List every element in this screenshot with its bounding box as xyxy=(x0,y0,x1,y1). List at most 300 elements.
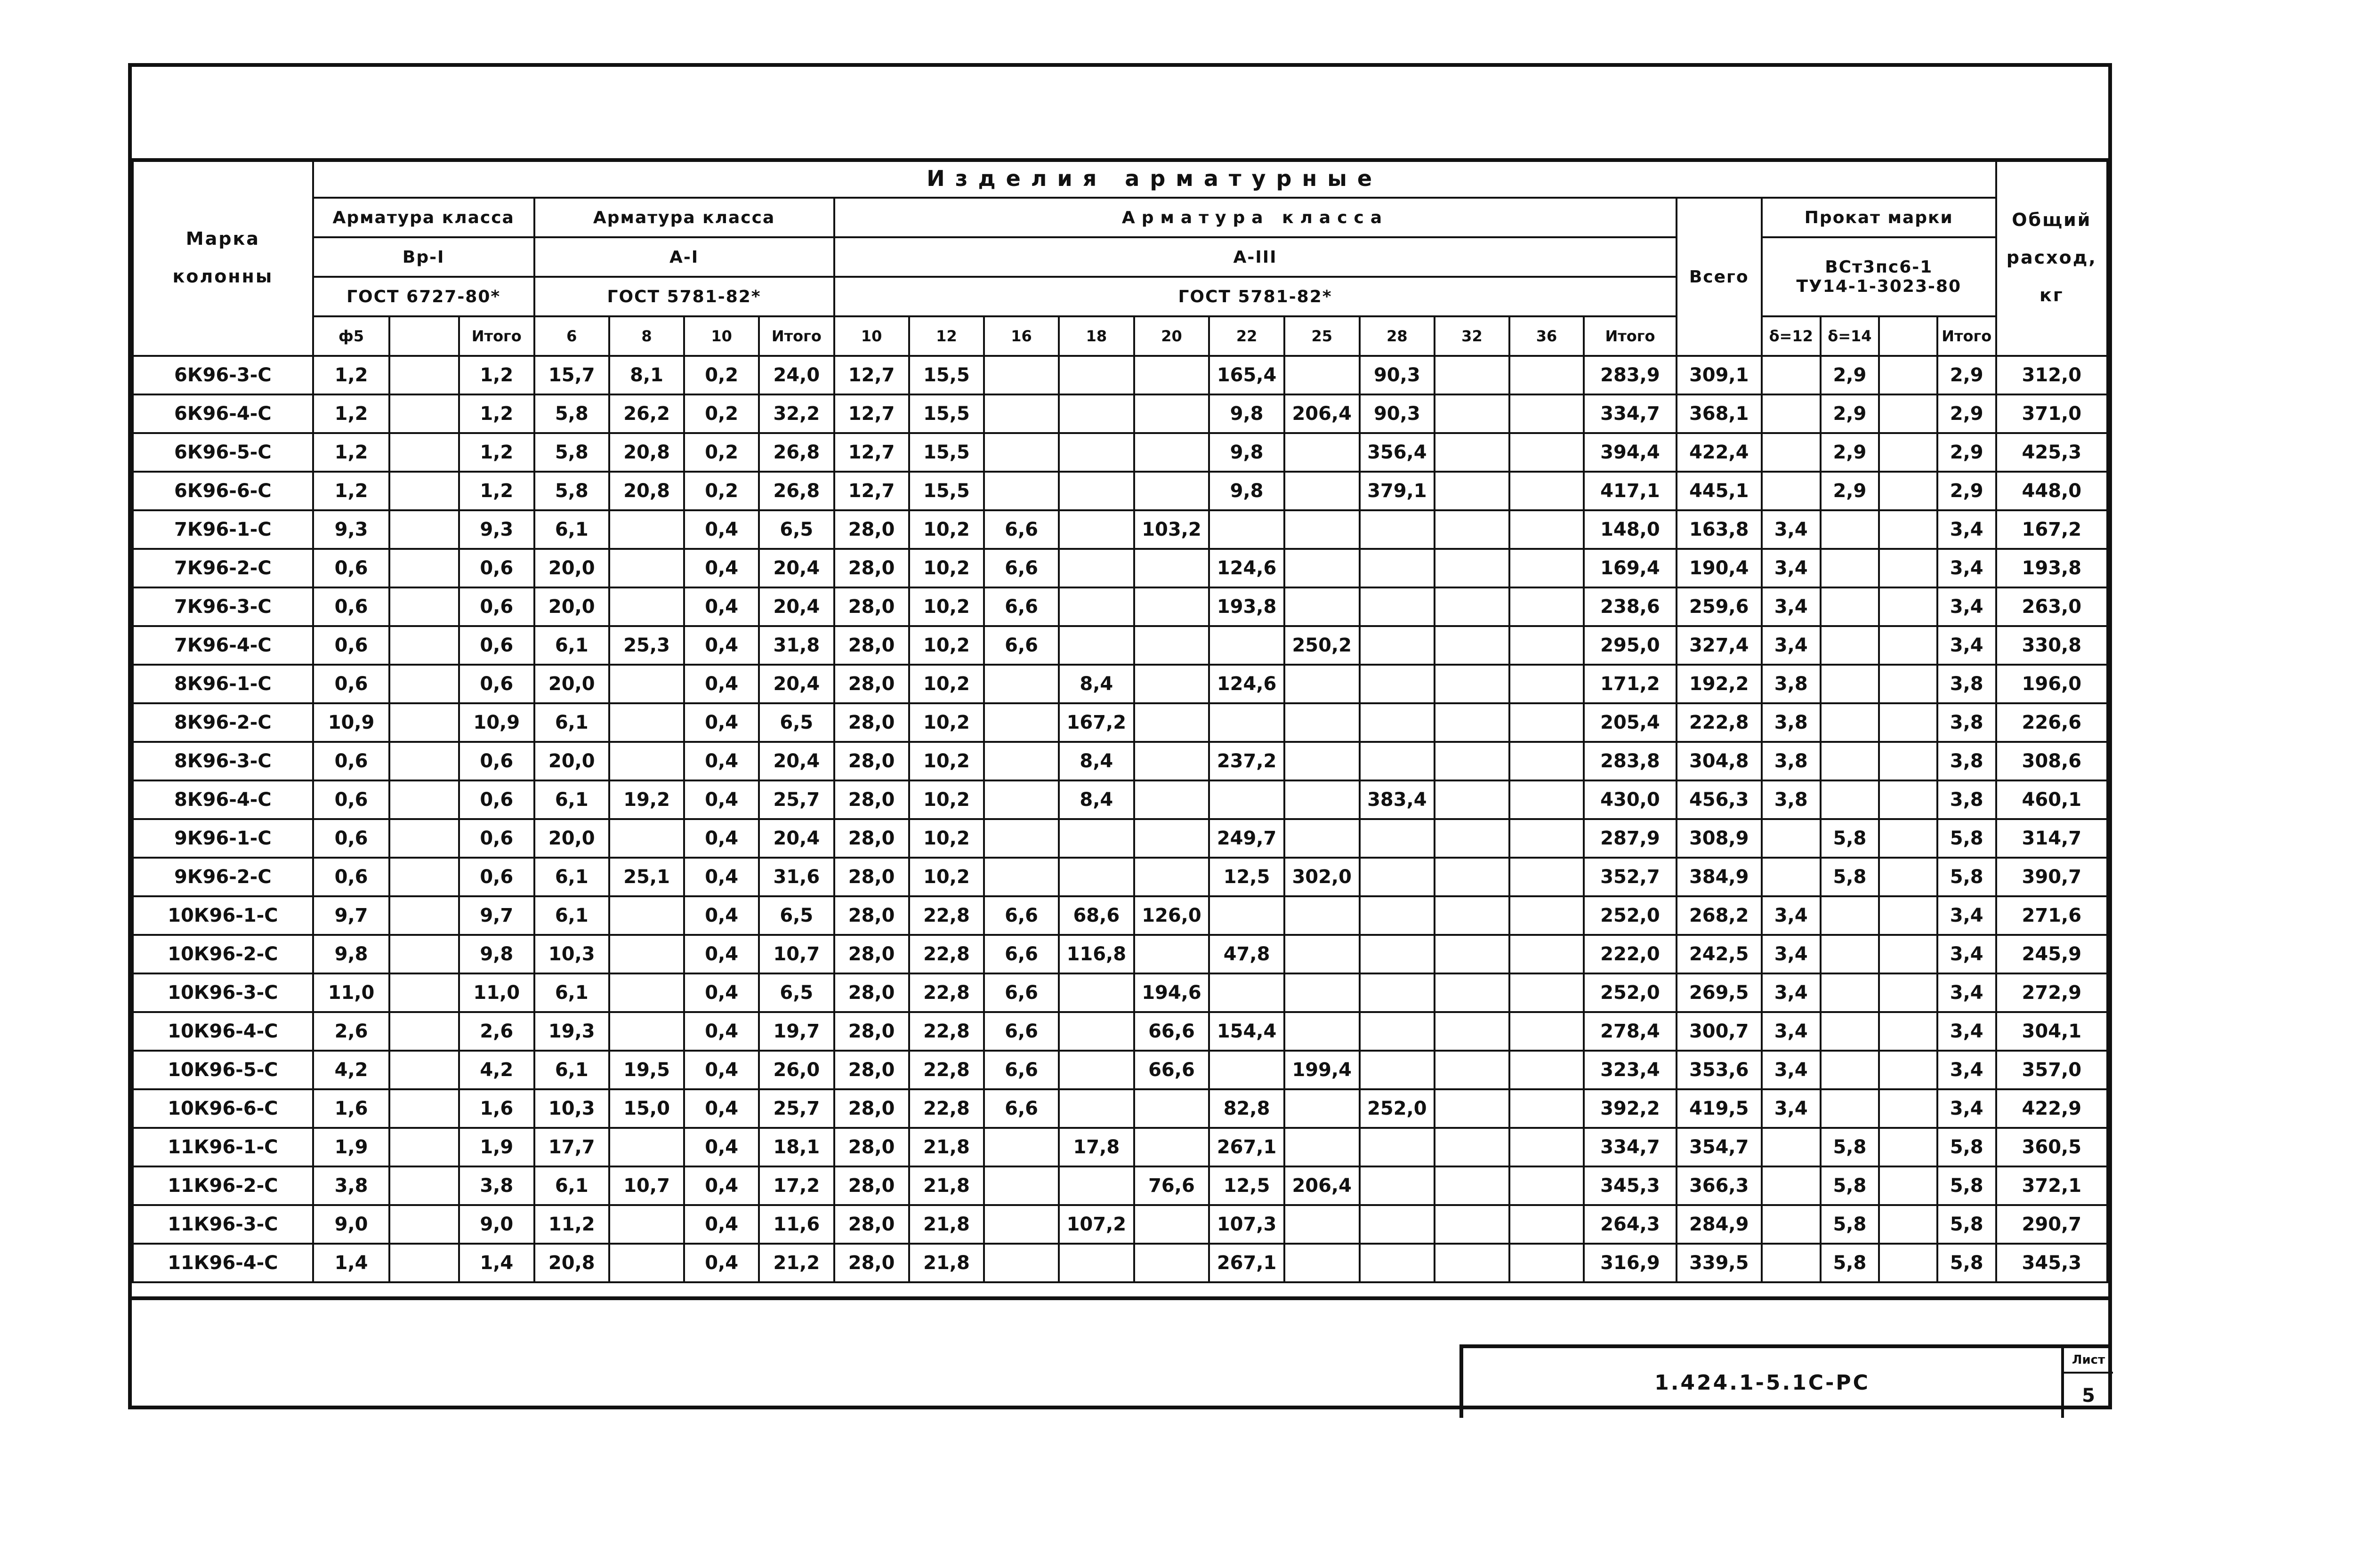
table-cell xyxy=(1284,819,1360,858)
table-cell xyxy=(1284,356,1360,394)
table-cell: 3,4 xyxy=(1762,1089,1821,1128)
table-cell: 0,6 xyxy=(313,549,390,587)
table-cell: 3,4 xyxy=(1762,973,1821,1012)
table-cell: 353,6 xyxy=(1677,1051,1762,1089)
table-cell xyxy=(1284,1128,1360,1166)
subheader-a3-1: 12 xyxy=(909,316,984,356)
group-title: Изделия арматурные xyxy=(313,159,1996,198)
table-cell xyxy=(1435,703,1509,742)
a1-class-header: Арматура класса xyxy=(534,198,834,237)
table-cell xyxy=(1059,858,1134,896)
table-cell: 1,4 xyxy=(313,1244,390,1282)
table-cell: 6,6 xyxy=(984,587,1059,626)
table-cell xyxy=(609,510,684,549)
table-cell xyxy=(1879,1012,1937,1051)
table-cell: 250,2 xyxy=(1284,626,1360,665)
a1-grade: А-I xyxy=(534,237,834,277)
table-cell: 3,4 xyxy=(1762,587,1821,626)
table-cell xyxy=(1360,1244,1435,1282)
table-row xyxy=(133,1205,2107,1244)
table-cell: 1,2 xyxy=(313,472,390,510)
table-cell xyxy=(389,356,459,394)
table-cell: 19,3 xyxy=(534,1012,609,1051)
table-row xyxy=(133,935,2107,973)
table-cell xyxy=(1435,780,1509,819)
table-cell: 22,8 xyxy=(909,896,984,935)
table-cell xyxy=(1821,665,1879,703)
table-cell: 28,0 xyxy=(834,549,909,587)
table-cell: 222,8 xyxy=(1677,703,1762,742)
table-cell xyxy=(1509,1051,1584,1089)
table-cell xyxy=(1821,973,1879,1012)
table-cell: 28,0 xyxy=(834,742,909,780)
table-cell: 205,4 xyxy=(1584,703,1676,742)
table-cell xyxy=(1435,742,1509,780)
table-cell: 0,4 xyxy=(684,1166,759,1205)
table-cell: 116,8 xyxy=(1059,935,1134,973)
table-cell: 9,7 xyxy=(313,896,390,935)
table-cell xyxy=(1360,1012,1435,1051)
table-cell: 460,1 xyxy=(1996,780,2107,819)
table-cell xyxy=(1059,1012,1134,1051)
table-cell: 199,4 xyxy=(1284,1051,1360,1089)
table-cell xyxy=(1284,587,1360,626)
column-mark-cell: 11К96-1-С xyxy=(133,1128,313,1166)
table-cell xyxy=(1435,587,1509,626)
table-cell: 12,7 xyxy=(834,472,909,510)
table-cell xyxy=(1879,665,1937,703)
table-cell xyxy=(609,1244,684,1282)
table-row xyxy=(133,973,2107,1012)
table-cell xyxy=(389,935,459,973)
table-cell xyxy=(1209,780,1284,819)
table-cell: 10,2 xyxy=(909,780,984,819)
table-cell xyxy=(609,742,684,780)
subheader-a3-4: 20 xyxy=(1134,316,1209,356)
table-cell: 269,5 xyxy=(1677,973,1762,1012)
table-cell: 11,6 xyxy=(759,1205,834,1244)
subheader-prokat-0: δ=12 xyxy=(1762,316,1821,356)
table-cell xyxy=(1059,394,1134,433)
table-cell: 20,0 xyxy=(534,549,609,587)
table-cell xyxy=(1509,1012,1584,1051)
table-cell xyxy=(984,858,1059,896)
table-cell: 9,8 xyxy=(1209,433,1284,472)
table-cell xyxy=(1284,1244,1360,1282)
table-cell xyxy=(984,665,1059,703)
table-cell xyxy=(1435,626,1509,665)
table-cell xyxy=(1134,703,1209,742)
table-cell: 6,1 xyxy=(534,858,609,896)
table-cell: 22,8 xyxy=(909,1051,984,1089)
table-cell: 360,5 xyxy=(1996,1128,2107,1166)
table-cell xyxy=(984,1166,1059,1205)
table-cell: 25,3 xyxy=(609,626,684,665)
table-cell xyxy=(1284,510,1360,549)
table-cell: 2,9 xyxy=(1937,433,1996,472)
subheader-a1-3: Итого xyxy=(759,316,834,356)
table-cell xyxy=(389,973,459,1012)
table-cell xyxy=(1360,1166,1435,1205)
table-cell xyxy=(1762,858,1821,896)
table-cell: 0,4 xyxy=(684,1205,759,1244)
table-cell: 6,1 xyxy=(534,703,609,742)
table-cell: 6,6 xyxy=(984,549,1059,587)
table-cell xyxy=(1879,858,1937,896)
table-cell xyxy=(389,1244,459,1282)
table-cell xyxy=(1879,1205,1937,1244)
table-cell: 357,0 xyxy=(1996,1051,2107,1089)
table-cell xyxy=(1879,472,1937,510)
table-cell xyxy=(1134,626,1209,665)
table-cell: 2,9 xyxy=(1937,394,1996,433)
table-cell: 20,0 xyxy=(534,587,609,626)
footer-band xyxy=(132,1296,2108,1406)
table-cell: 3,8 xyxy=(313,1166,390,1205)
table-cell: 163,8 xyxy=(1677,510,1762,549)
table-cell: 90,3 xyxy=(1360,394,1435,433)
table-cell: 425,3 xyxy=(1996,433,2107,472)
table-cell xyxy=(1134,665,1209,703)
table-cell: 24,0 xyxy=(759,356,834,394)
table-cell: 5,8 xyxy=(1937,858,1996,896)
table-body xyxy=(133,356,2107,1282)
table-cell xyxy=(1435,394,1509,433)
table-cell xyxy=(389,394,459,433)
table-cell: 193,8 xyxy=(1996,549,2107,587)
table-cell: 12,7 xyxy=(834,356,909,394)
prokat-header: Прокат марки xyxy=(1762,198,1996,237)
table-cell: 28,0 xyxy=(834,935,909,973)
table-cell xyxy=(1059,510,1134,549)
table-cell: 9,7 xyxy=(459,896,534,935)
table-cell: 0,4 xyxy=(684,896,759,935)
table-cell: 6,6 xyxy=(984,1012,1059,1051)
table-cell xyxy=(1284,1205,1360,1244)
table-cell: 445,1 xyxy=(1677,472,1762,510)
table-cell: 10,3 xyxy=(534,935,609,973)
table-cell xyxy=(609,1012,684,1051)
table-cell: 0,6 xyxy=(459,626,534,665)
table-row xyxy=(133,1244,2107,1282)
table-cell: 6,6 xyxy=(984,510,1059,549)
table-cell: 267,1 xyxy=(1209,1244,1284,1282)
table-cell xyxy=(1879,780,1937,819)
table-cell xyxy=(609,587,684,626)
table-cell: 9,8 xyxy=(459,935,534,973)
total-header: Общий расход, кг xyxy=(1996,159,2107,356)
table-cell xyxy=(1509,626,1584,665)
table-cell xyxy=(1509,1244,1584,1282)
table-cell xyxy=(1059,1166,1134,1205)
table-cell xyxy=(1509,819,1584,858)
table-cell: 31,6 xyxy=(759,858,834,896)
table-row xyxy=(133,626,2107,665)
table-cell xyxy=(984,394,1059,433)
table-cell: 20,0 xyxy=(534,742,609,780)
subheader-a1-2: 10 xyxy=(684,316,759,356)
table-cell xyxy=(984,703,1059,742)
table-cell: 5,8 xyxy=(1821,858,1879,896)
table-cell: 3,4 xyxy=(1937,626,1996,665)
table-cell xyxy=(1360,819,1435,858)
table-cell xyxy=(1435,973,1509,1012)
table-cell: 366,3 xyxy=(1677,1166,1762,1205)
table-cell xyxy=(1879,1128,1937,1166)
table-cell: 6,6 xyxy=(984,626,1059,665)
table-cell: 0,4 xyxy=(684,587,759,626)
table-cell: 28,0 xyxy=(834,896,909,935)
table-row xyxy=(133,1166,2107,1205)
table-cell: 0,6 xyxy=(459,780,534,819)
table-cell xyxy=(1879,1089,1937,1128)
table-cell xyxy=(1879,973,1937,1012)
table-cell: 0,6 xyxy=(313,819,390,858)
table-row xyxy=(133,433,2107,472)
table-cell: 3,4 xyxy=(1937,973,1996,1012)
header-band xyxy=(132,67,2108,162)
table-cell: 419,5 xyxy=(1677,1089,1762,1128)
table-cell: 242,5 xyxy=(1677,935,1762,973)
table-cell xyxy=(1134,1244,1209,1282)
table-cell: 165,4 xyxy=(1209,356,1284,394)
table-cell: 430,0 xyxy=(1584,780,1676,819)
table-cell: 21,8 xyxy=(909,1244,984,1282)
vsego-header: Всего xyxy=(1677,198,1762,356)
table-cell: 6,5 xyxy=(759,510,834,549)
table-cell xyxy=(389,1012,459,1051)
table-cell: 28,0 xyxy=(834,1051,909,1089)
table-cell: 28,0 xyxy=(834,626,909,665)
column-mark-cell: 10К96-4-С xyxy=(133,1012,313,1051)
table-cell: 19,5 xyxy=(609,1051,684,1089)
table-cell xyxy=(1360,1051,1435,1089)
table-cell: 10,2 xyxy=(909,510,984,549)
table-cell: 0,4 xyxy=(684,1089,759,1128)
table-cell xyxy=(1059,626,1134,665)
table-cell xyxy=(389,1089,459,1128)
table-cell: 6,1 xyxy=(534,896,609,935)
table-cell: 3,8 xyxy=(1937,742,1996,780)
table-cell: 6,1 xyxy=(534,1051,609,1089)
table-cell: 28,0 xyxy=(834,510,909,549)
table-cell xyxy=(1360,1128,1435,1166)
table-cell xyxy=(1134,1089,1209,1128)
table-cell: 10,2 xyxy=(909,858,984,896)
table-cell: 3,4 xyxy=(1762,549,1821,587)
table-cell xyxy=(609,703,684,742)
table-cell: 3,4 xyxy=(1937,1051,1996,1089)
table-cell: 2,9 xyxy=(1937,472,1996,510)
table-cell xyxy=(1059,1244,1134,1282)
table-cell xyxy=(1509,1166,1584,1205)
column-mark-cell: 10К96-3-С xyxy=(133,973,313,1012)
table-cell: 0,6 xyxy=(313,626,390,665)
table-cell: 12,7 xyxy=(834,394,909,433)
table-cell xyxy=(1879,510,1937,549)
title-block xyxy=(1459,1344,2109,1418)
column-mark-cell: 8К96-1-С xyxy=(133,665,313,703)
table-cell: 0,6 xyxy=(459,587,534,626)
table-cell: 20,0 xyxy=(534,665,609,703)
table-cell: 1,2 xyxy=(313,356,390,394)
table-cell xyxy=(1435,433,1509,472)
table-cell: 10,3 xyxy=(534,1089,609,1128)
a1-gost: ГОСТ 5781-82* xyxy=(534,277,834,316)
table-cell xyxy=(389,626,459,665)
column-mark-cell: 9К96-2-С xyxy=(133,858,313,896)
table-cell xyxy=(1360,549,1435,587)
table-cell: 6,6 xyxy=(984,896,1059,935)
column-mark-cell: 7К96-4-С xyxy=(133,626,313,665)
table-cell: 193,8 xyxy=(1209,587,1284,626)
table-cell: 448,0 xyxy=(1996,472,2107,510)
table-cell xyxy=(1435,896,1509,935)
table-cell xyxy=(1209,896,1284,935)
table-cell: 5,8 xyxy=(534,472,609,510)
table-cell: 28,0 xyxy=(834,973,909,1012)
table-cell: 287,9 xyxy=(1584,819,1676,858)
table-cell: 26,0 xyxy=(759,1051,834,1089)
table-row xyxy=(133,510,2107,549)
table-cell xyxy=(1509,665,1584,703)
table-cell: 2,9 xyxy=(1821,394,1879,433)
table-cell: 0,2 xyxy=(684,394,759,433)
table-cell: 1,2 xyxy=(313,433,390,472)
table-cell: 5,8 xyxy=(1821,1205,1879,1244)
table-cell: 0,2 xyxy=(684,356,759,394)
subheader-vr-0: ф5 xyxy=(313,316,390,356)
table-cell xyxy=(1879,549,1937,587)
table-cell: 25,7 xyxy=(759,1089,834,1128)
table-cell: 17,2 xyxy=(759,1166,834,1205)
table-cell: 0,4 xyxy=(684,742,759,780)
table-cell xyxy=(1059,587,1134,626)
table-cell: 345,3 xyxy=(1996,1244,2107,1282)
table-cell xyxy=(389,1051,459,1089)
table-cell: 9,8 xyxy=(313,935,390,973)
column-mark-cell: 10К96-2-С xyxy=(133,935,313,973)
table-cell: 417,1 xyxy=(1584,472,1676,510)
table-cell: 394,4 xyxy=(1584,433,1676,472)
table-cell xyxy=(389,819,459,858)
table-cell: 0,6 xyxy=(459,742,534,780)
table-cell: 383,4 xyxy=(1360,780,1435,819)
table-cell: 20,0 xyxy=(534,819,609,858)
table-cell: 352,7 xyxy=(1584,858,1676,896)
table-cell: 249,7 xyxy=(1209,819,1284,858)
table-cell xyxy=(1134,394,1209,433)
table-cell xyxy=(1879,935,1937,973)
table-cell xyxy=(1879,1166,1937,1205)
table-cell: 304,8 xyxy=(1677,742,1762,780)
table-cell: 3,4 xyxy=(1937,510,1996,549)
table-cell: 167,2 xyxy=(1996,510,2107,549)
table-cell: 5,8 xyxy=(534,433,609,472)
table-cell: 5,8 xyxy=(1937,1244,1996,1282)
table-cell xyxy=(1134,587,1209,626)
table-cell xyxy=(1435,1089,1509,1128)
table-cell xyxy=(1134,356,1209,394)
table-cell: 206,4 xyxy=(1284,394,1360,433)
a3-grade: А-III xyxy=(834,237,1677,277)
table-cell: 15,5 xyxy=(909,472,984,510)
table-cell xyxy=(1059,819,1134,858)
table-cell: 0,4 xyxy=(684,935,759,973)
table-row xyxy=(133,1089,2107,1128)
table-cell xyxy=(1059,433,1134,472)
table-cell xyxy=(1134,935,1209,973)
table-cell: 392,2 xyxy=(1584,1089,1676,1128)
table-cell: 17,8 xyxy=(1059,1128,1134,1166)
a3-class-header: Арматура класса xyxy=(834,198,1677,237)
table-cell xyxy=(984,742,1059,780)
table-cell xyxy=(1821,742,1879,780)
table-cell xyxy=(984,356,1059,394)
table-cell xyxy=(1509,510,1584,549)
table-cell xyxy=(984,1205,1059,1244)
table-cell: 3,4 xyxy=(1937,587,1996,626)
table-cell: 5,8 xyxy=(1937,819,1996,858)
table-cell: 126,0 xyxy=(1134,896,1209,935)
table-cell xyxy=(1762,1205,1821,1244)
table-cell xyxy=(984,780,1059,819)
table-cell xyxy=(1879,819,1937,858)
table-cell: 263,0 xyxy=(1996,587,2107,626)
table-cell: 26,8 xyxy=(759,433,834,472)
document-code: 1.424.1-5.1С-РС xyxy=(1654,1371,1870,1395)
table-cell xyxy=(1435,1205,1509,1244)
table-cell xyxy=(1879,703,1937,742)
table-cell: 272,9 xyxy=(1996,973,2107,1012)
table-cell xyxy=(1435,1166,1509,1205)
table-cell: 0,2 xyxy=(684,472,759,510)
table-cell: 19,2 xyxy=(609,780,684,819)
table-cell xyxy=(1360,973,1435,1012)
table-cell xyxy=(1134,780,1209,819)
table-cell: 10,2 xyxy=(909,626,984,665)
table-cell xyxy=(1879,587,1937,626)
table-cell: 28,0 xyxy=(834,858,909,896)
table-cell: 371,0 xyxy=(1996,394,2107,433)
table-cell xyxy=(1435,858,1509,896)
prokat-grade-cell xyxy=(1762,237,1996,316)
column-mark-cell: 7К96-1-С xyxy=(133,510,313,549)
table-cell: 22,8 xyxy=(909,973,984,1012)
table-row xyxy=(133,356,2107,394)
table-cell: 3,4 xyxy=(1762,1051,1821,1089)
table-cell xyxy=(1134,472,1209,510)
table-cell xyxy=(1360,742,1435,780)
table-cell: 0,6 xyxy=(313,742,390,780)
prokat-grade: ВСт3пс6-1 xyxy=(1825,257,1933,277)
table-cell xyxy=(1360,510,1435,549)
table-cell: 6,6 xyxy=(984,935,1059,973)
table-cell: 9,8 xyxy=(1209,472,1284,510)
table-cell: 28,0 xyxy=(834,1205,909,1244)
table-cell: 422,9 xyxy=(1996,1089,2107,1128)
table-cell xyxy=(1360,626,1435,665)
table-cell xyxy=(1059,1051,1134,1089)
table-cell xyxy=(1509,433,1584,472)
table-cell xyxy=(1134,1205,1209,1244)
table-cell: 3,8 xyxy=(1762,703,1821,742)
table-cell xyxy=(1209,510,1284,549)
table-cell: 316,9 xyxy=(1584,1244,1676,1282)
table-cell xyxy=(1360,935,1435,973)
table-cell: 10,2 xyxy=(909,819,984,858)
table-cell xyxy=(389,1128,459,1166)
